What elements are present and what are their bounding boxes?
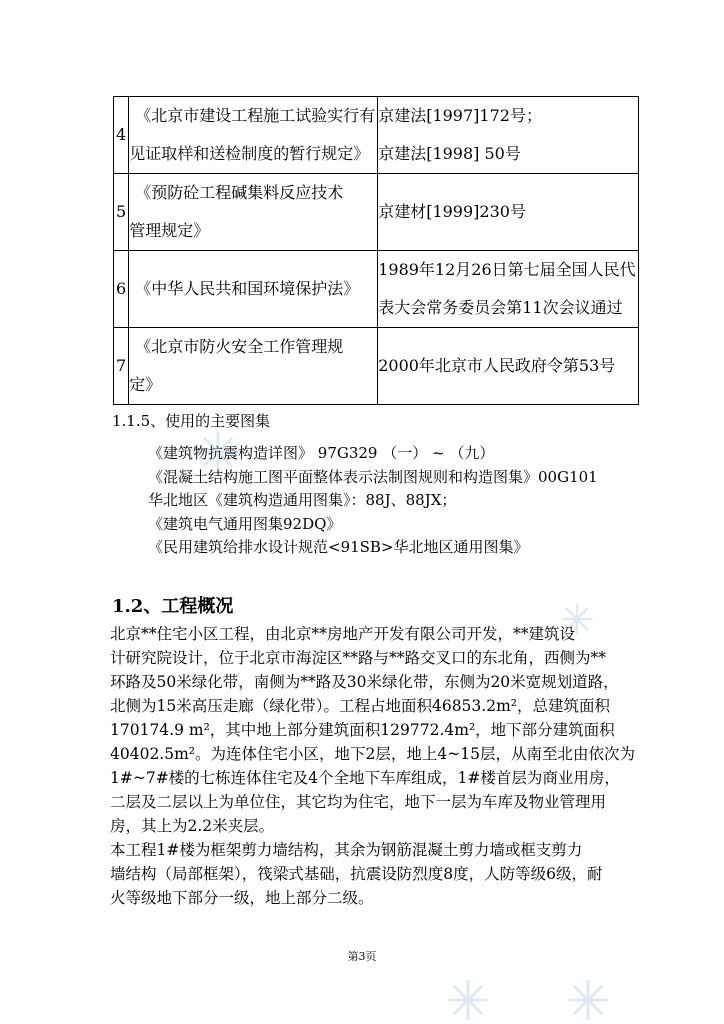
regulation-reference-line: 表大会常务委员会第11次会议通过 [378,298,623,317]
paragraph-line: 北侧为15米高压走廊（绿化带）。工程占地面积46853.2m²，总建筑面积 [110,697,610,715]
regulation-name-line: 《北京市防火安全工作管理规 [135,337,344,356]
paragraph-line: 170174.9 m²，其中地上部分建筑面积129772.4m²，地下部分建筑面积 [110,721,615,739]
section-heading-12: 1.2、工程概况 [112,596,234,617]
regulation-name [129,251,378,328]
table-row [114,251,639,328]
row-number: 6 [114,251,129,328]
regulation-name [129,174,378,251]
regulation-name-line: 《预防砼工程碱集料反应技术 [135,183,344,202]
row-number: 4 [114,97,129,174]
regulation-reference [378,174,638,251]
paragraph-line: 1#~7#楼的七栋连体住宅及4个全地下车库组成，1#楼首层为商业用房， [110,769,620,787]
paragraph-line: 北京**住宅小区工程，由北京**房地产开发有限公司开发，**建筑设 [110,625,576,643]
watermark-snowflake-icon [560,602,594,636]
watermark-snowflake-icon [566,978,610,1022]
table-row [114,174,639,251]
regulation-name-line: 《中华人民共和国环境保护法》 [135,279,360,298]
atlas-item: 《建筑电气通用图集92DQ》 [148,514,342,533]
table-row [114,328,639,405]
regulations-table [113,96,639,405]
regulation-reference-line: 2000年北京市人民政府令第53号 [378,356,616,375]
watermark-snowflake-icon [196,430,240,474]
atlas-item: 华北地区《建筑构造通用图集》：88J、88JX； [148,491,457,509]
regulation-reference [378,328,638,405]
regulation-name-line: 管理规定》 [129,221,210,240]
project-overview-paragraph [110,622,635,838]
regulation-name-line: 《北京市建设工程施工试验实行有 [135,106,376,125]
paragraph-line: 房，其上为2.2米夹层。 [110,817,275,835]
row-number: 7 [114,328,129,405]
regulation-reference [378,97,638,174]
regulation-reference-line: 1989年12月26日第七届全国人民代 [378,260,636,279]
structure-paragraph [110,838,620,910]
regulation-name [129,328,378,405]
section-heading-115: 1.1.5、使用的主要图集 [112,412,271,430]
regulation-name-line: 定》 [129,375,162,394]
atlas-item: 《建筑物抗震构造详图》 97G329 （一） ~ （九） [148,444,495,462]
regulation-reference-line: 京建材[1999]230号 [378,202,526,221]
paragraph-line: 计研究院设计，位于北京市海淀区**路与**路交叉口的东北角，西侧为** [110,649,607,667]
regulation-reference-line: 京建法[1997]172号； [378,106,542,125]
regulation-name-line: 见证取样和送检制度的暂行规定》 [129,144,370,163]
paragraph-line: 二层及二层以上为单位住，其它均为住宅，地下一层为车库及物业管理用 [110,793,607,811]
row-number: 5 [114,174,129,251]
paragraph-line: 墙结构（局部框架），筏梁式基础，抗震设防烈度8度，人防等级6级，耐 [110,865,603,883]
regulation-reference-line: 京建法[1998] 50号 [378,144,521,163]
atlas-item: 《混凝土结构施工图平面整体表示法制图规则和构造图集》00G101 [148,467,598,486]
paragraph-line: 火等级地下部分一级，地上部分二级。 [110,889,374,907]
paragraph-line: 环路及50米绿化带，南侧为**路及30米绿化带，东侧为20米宽规划道路， [110,673,619,691]
table-row [114,97,639,174]
page-number: 第3页 [347,950,377,963]
atlas-item: 《民用建筑给排水设计规范<91SB>华北地区通用图集》 [148,538,529,556]
regulation-name [129,97,378,174]
regulation-reference [378,251,638,328]
watermark-snowflake-icon [446,978,490,1022]
paragraph-line: 40402.5m²。为连体住宅小区，地下2层，地上4~15层，从南至北由依次为 [110,745,635,763]
paragraph-line: 本工程1#楼为框架剪力墙结构，其余为钢筋混凝土剪力墙或框支剪力 [110,841,583,859]
